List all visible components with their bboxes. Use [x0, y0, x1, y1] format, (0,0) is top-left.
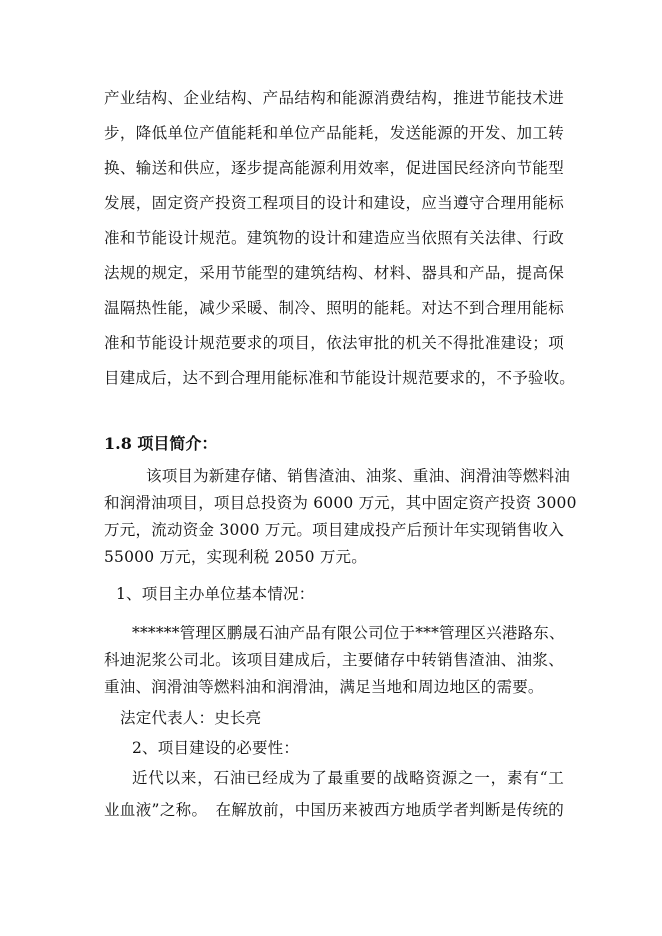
- paragraph-line: 温隔热性能，减少采暖、制冷、照明的能耗。对达不到合理用能标: [104, 299, 564, 317]
- item-title: 1、项目主办单位基本情况：: [116, 585, 315, 603]
- paragraph-line: 和润滑油项目，项目总投资为 6000 万元，其中固定资产投资 3000: [104, 494, 577, 512]
- paragraph-line: 万元，流动资金 3000 万元。项目建成投产后预计年实现销售收入: [104, 521, 564, 539]
- paragraph-line: 近代以来，石油已经成为了最重要的战略资源之一，素有“工: [132, 769, 564, 787]
- legal-representative: 法定代表人：史长亮: [120, 709, 262, 727]
- paragraph-line: 准和节能设计规范要求的项目，依法审批的机关不得批准建设；项: [104, 334, 564, 352]
- paragraph-line: 步，降低单位产值能耗和单位产品能耗，发送能源的开发、加工转: [104, 124, 564, 142]
- paragraph-line: 重油、润滑油等燃料油和润滑油，满足当地和周边地区的需要。: [104, 678, 544, 696]
- paragraph-line: 产业结构、企业结构、产品结构和能源消费结构，推进节能技术进: [104, 89, 564, 107]
- paragraph-line: 换、输送和供应，逐步提高能源利用效率，促进国民经济向节能型: [104, 159, 564, 177]
- paragraph-line: 业血液”之称。 在解放前，中国历来被西方地质学者判断是传统的: [104, 801, 564, 819]
- paragraph-line: 发展，固定资产投资工程项目的设计和建设，应当遵守合理用能标: [104, 194, 564, 212]
- paragraph-line: 准和节能设计规范。建筑物的设计和建造应当依照有关法律、行政: [104, 229, 564, 247]
- paragraph-line: 55000 万元，实现利税 2050 万元。: [104, 548, 367, 566]
- item-title: 2、项目建设的必要性：: [132, 739, 300, 757]
- section-heading: 1.8 项目简介：: [104, 434, 218, 453]
- paragraph-line: ******管理区鹏晟石油产品有限公司位于***管理区兴港路东、: [132, 624, 565, 642]
- paragraph-line: 目建成后，达不到合理用能标准和节能设计规范要求的，不予验收。: [104, 369, 576, 387]
- paragraph-line: 科迪泥浆公司北。该项目建成后，主要储存中转销售渣油、油浆、: [104, 651, 564, 669]
- paragraph-line: 法规的规定，采用节能型的建筑结构、材料、器具和产品，提高保: [104, 264, 564, 282]
- paragraph-line: 该项目为新建存储、销售渣油、油浆、重油、润滑油等燃料油: [146, 467, 570, 485]
